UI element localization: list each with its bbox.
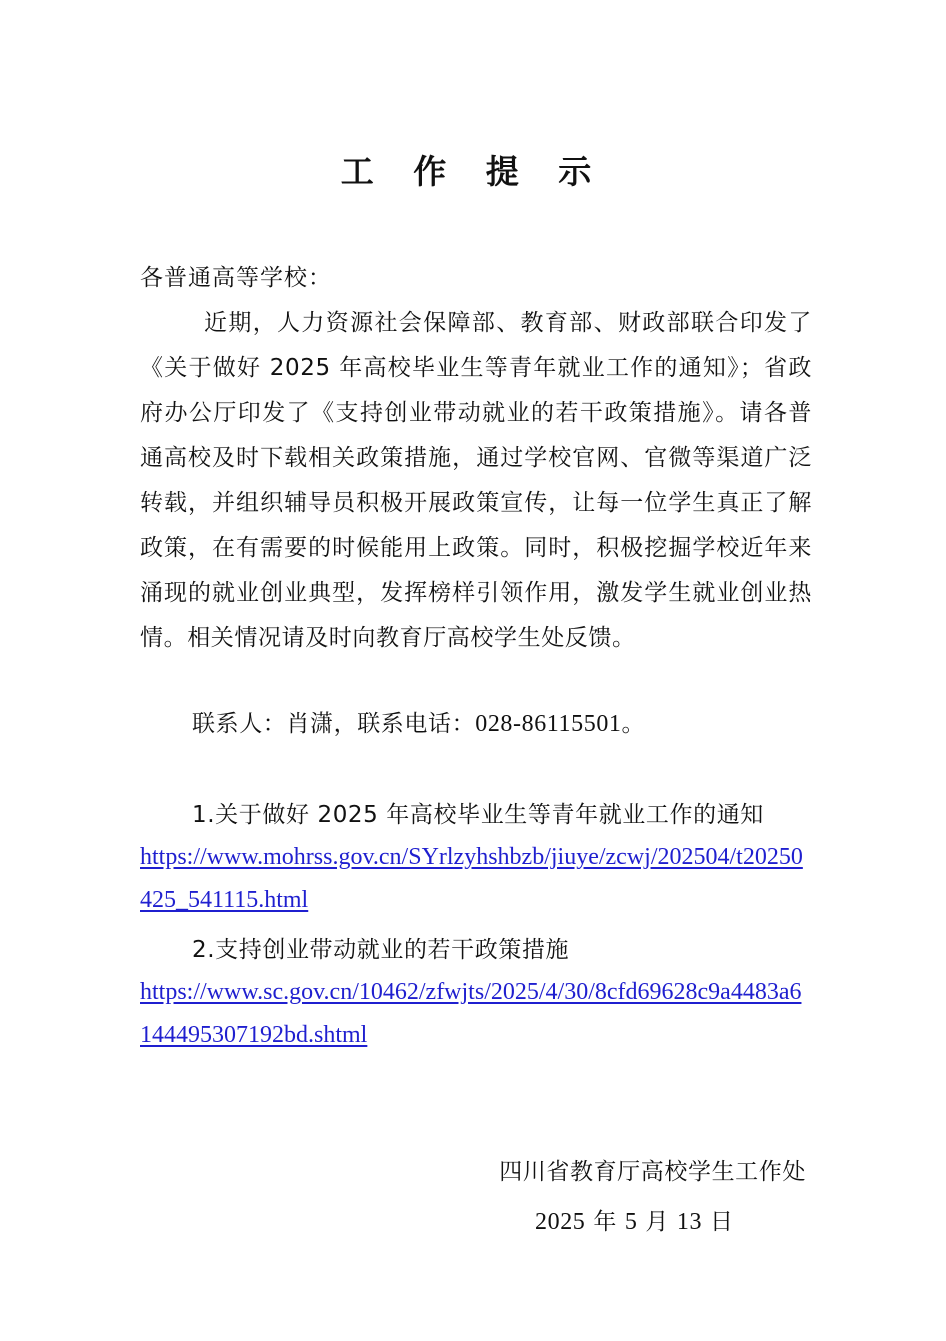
date-day-unit: 日 xyxy=(702,1209,734,1235)
date-year: 2025 xyxy=(535,1209,586,1235)
contact-phone-label: ，联系电话： xyxy=(333,711,476,737)
date-year-unit: 年 xyxy=(585,1209,625,1235)
contact-line xyxy=(192,704,645,744)
contact-end: 。 xyxy=(621,711,646,737)
contact-person-label: 联系人： xyxy=(192,711,287,737)
attachment-1-title: 1.关于做好 2025 年高校毕业生等青年就业工作的通知 xyxy=(192,802,764,828)
date-month-unit: 月 xyxy=(637,1209,677,1235)
attachment-1-link[interactable]: https://www.mohrss.gov.cn/SYrlzyhshbzb/jiuye/zcwj/202504/t20250425_541115.html xyxy=(140,844,803,913)
contact-phone: 028-86115501 xyxy=(475,711,622,737)
contact-person: 肖潇 xyxy=(286,711,334,737)
body-paragraph: 近期，人力资源社会保障部、教育部、财政部联合印发了《关于做好 2025 年高校毕业生等青年就业工作的通知》；省政府办公厅印发了《支持创业带动就业的若干政策措施》。请各普通高校及时下载相关政策措施，通过学校官网、官微等渠道广泛转载，并组织辅导员积极开展政策宣传，让每一位学生真正了解政策，在有需要的时候能用上政策。同时，积极挖掘学校近年来涌现的就业创业典型，发挥榜样引领作用，激发学生就业创业热情。相关情况请及时向教育厅高校学生处反馈。 xyxy=(140,310,812,651)
page-title: 工 作 提 示 xyxy=(340,152,606,191)
salutation: 各普通高等学校： xyxy=(140,265,332,291)
issue-date xyxy=(535,1202,734,1242)
issuer-signature: 四川省教育厅高校学生工作处 xyxy=(499,1159,806,1185)
date-day: 13 xyxy=(676,1209,703,1235)
attachment-2-title: 2.支持创业带动就业的若干政策措施 xyxy=(192,937,570,963)
date-month: 5 xyxy=(624,1209,638,1235)
attachment-2-link[interactable]: https://www.sc.gov.cn/10462/zfwjts/2025/4/30/8cfd69628c9a4483a6144495307192bd.shtml xyxy=(140,979,802,1048)
